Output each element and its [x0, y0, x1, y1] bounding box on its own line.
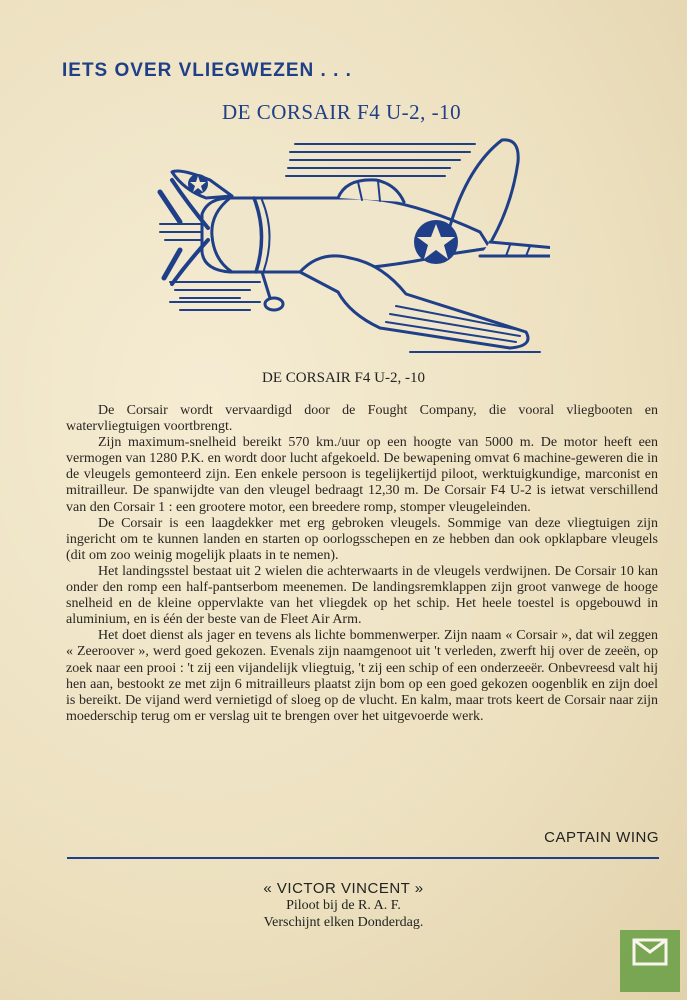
article-paragraph: Het landingsstel bestaat uit 2 wielen die achterwaarts in de vleugels verdwijnen. De Corsair 10 kan onder den romp een half-pantserbom meenemen. De landingsremklappen zijn groot vanwege de hooge snelheid en de kleine oppervlakte van het vliegdek op het schip. Het heele toestel is opgebouwd in aluminium, en is één der beste van de Fleet Air Arm. — [66, 563, 658, 628]
footer-line-1: Piloot bij de R. A. F. — [286, 898, 401, 913]
article-signature: CAPTAIN WING — [544, 829, 659, 846]
footer — [0, 880, 687, 931]
corsair-plane-illustration — [150, 132, 550, 362]
page-subtitle: DE CORSAIR F4 U-2, -10 — [222, 100, 462, 124]
article-paragraph: De Corsair wordt vervaardigd door de Fought Company, die vooral vliegbooten en watervliegtuigen voortbrengt. — [66, 403, 658, 435]
article-paragraph: Het doet dienst als jager en tevens als lichte bommenwerper. Zijn naam « Corsair », dat wil zeggen « Zeeroover », werd goed gekozen. Evenals zijn naamgenoot uit 't verleden, zwerft hij over de zeeën, op zoek naar een prooi : 't zij een vijandelijk vliegtuig, 't zij een schip of een onderzeeër. Onbevreesd valt hij hen aan, bestookt ze met zijn 6 mitrailleurs plaatst zijn bom op een goed gekozen oogenblik en zijn doel is bereikt. De vijand werd vernietigd of sloeg op de vlucht. En kalm, maar trots keert de Corsair naar zijn moederschip terug om er verslag uit te brengen over het uitgevoerde werk. — [66, 628, 658, 724]
footer-line-2: Verschijnt elken Donderdag. — [263, 915, 424, 930]
article-body — [66, 403, 658, 725]
page-header: IETS OVER VLIEGWEZEN . . . — [62, 60, 352, 81]
watermark-icon — [620, 930, 680, 974]
footer-name: « VICTOR VINCENT » — [263, 880, 424, 897]
illustration-caption: DE CORSAIR F4 U-2, -10 — [262, 370, 425, 386]
article-paragraph: De Corsair is een laagdekker met erg gebroken vleugels. Sommige van deze vliegtuigen zijn ingericht om te kunnen landen en starten op oorlogsschepen en ze hebben dan ook opklapbare vleugels (dit om zoo weinig mogelijk plaats in te nemen). — [66, 515, 658, 563]
article-paragraph: Zijn maximum-snelheid bereikt 570 km./uur op een hoogte van 5000 m. De motor heeft een vermogen van 1280 P.K. en wordt door lucht afgekoeld. De bewapening omvat 6 machine-geweren die in de vleugels gemonteerd zijn. Een enkele persoon is tegelijkertijd piloot, werktuigkundige, marconist en mitrailleur. De spanwijdte van den vleugel bedraagt 12,30 m. De Corsair F4 U-2 is ietwat verschillend van den Corsair 1 : een grootere motor, een breedere romp, stomper vleugeleinden. — [66, 435, 658, 515]
watermark-logo — [620, 930, 680, 992]
divider — [67, 857, 659, 859]
